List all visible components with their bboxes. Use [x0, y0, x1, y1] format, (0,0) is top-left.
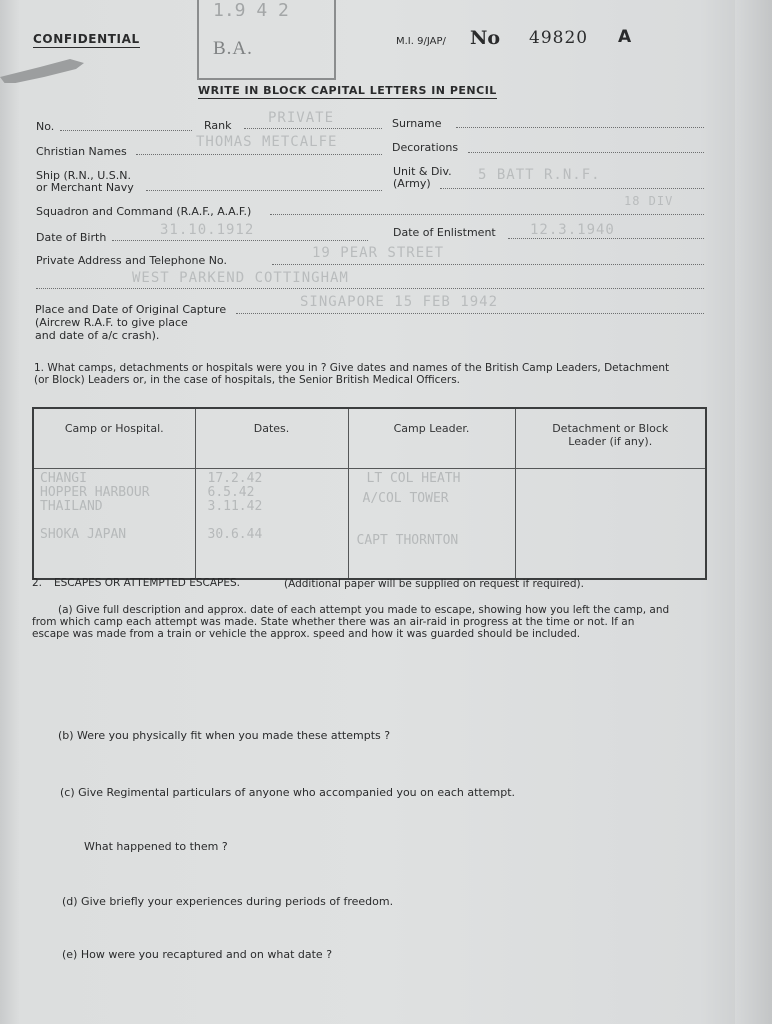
date-line: 30.6.44	[207, 527, 263, 542]
enlistment-handwriting: 12.3.1940	[530, 222, 615, 238]
dates-cell[interactable]	[195, 469, 348, 579]
leader-line	[349, 506, 515, 520]
div-handwriting: 18 DIV	[624, 194, 674, 208]
received-stamp	[197, 0, 336, 80]
decorations-label: Decorations	[392, 141, 459, 154]
serial-suffix: A	[618, 27, 632, 47]
camp-line	[34, 514, 195, 528]
date-line: 3.11.42	[207, 499, 263, 514]
camps-table	[32, 407, 707, 580]
leader-line: LT COL HEATH	[366, 471, 461, 486]
camp-line: SHOKA JAPAN	[40, 527, 127, 542]
christian-names-field[interactable]	[136, 154, 382, 155]
rank-label: Rank	[204, 119, 232, 132]
rank-field[interactable]	[244, 128, 382, 129]
christian-names-label: Christian Names	[36, 145, 127, 158]
squadron-field[interactable]	[270, 214, 704, 215]
dob-field[interactable]	[112, 240, 368, 241]
serial-number: 49820	[529, 28, 589, 48]
question2a-line3: escape was made from a train or vehicle the approx. speed and how it was guarded should be included.	[32, 628, 581, 640]
section2-number: 2.	[32, 577, 43, 589]
unit-handwriting: 5 BATT R.N.F.	[478, 167, 601, 183]
question2a-line1: (a) Give full description and approx. date of each attempt you made to escape, showing how you left the camp, and	[58, 604, 670, 616]
squadron-label: Squadron and Command (R.A.F., A.A.F.)	[36, 205, 252, 218]
page-edge	[735, 0, 772, 1024]
enlistment-field[interactable]	[508, 238, 704, 239]
address-field-1[interactable]	[272, 264, 704, 265]
leader-line	[349, 520, 515, 534]
no-label: No.	[36, 120, 55, 133]
unit-field[interactable]	[440, 188, 704, 189]
instruction-heading: WRITE IN BLOCK CAPITAL LETTERS IN PENCIL	[198, 84, 497, 97]
question2b: (b) Were you physically fit when you made these attempts ?	[58, 729, 391, 742]
leader-cell[interactable]	[348, 469, 515, 579]
question2c-sub: What happened to them ?	[84, 840, 228, 853]
date-line	[196, 514, 348, 528]
capture-label-2: (Aircrew R.A.F. to give place	[35, 316, 188, 329]
ship-label-1: Ship (R.N., U.S.N.	[36, 169, 131, 182]
camp-line: CHANGI	[40, 471, 87, 486]
stamp-ba: B.A.	[213, 38, 253, 59]
leader-line: CAPT THORNTON	[356, 533, 459, 548]
address-field-2[interactable]	[36, 288, 704, 289]
surname-field[interactable]	[456, 127, 704, 128]
date-line: 6.5.42	[207, 485, 255, 500]
section2-note: (Additional paper will be supplied on request if required).	[284, 578, 584, 590]
section2-title: ESCAPES OR ATTEMPTED ESCAPES.	[54, 577, 240, 589]
ship-label-2: or Merchant Navy	[36, 181, 134, 194]
number-label: No	[470, 27, 501, 49]
confidential-label: CONFIDENTIAL	[33, 32, 140, 46]
col-leader-header: Camp Leader.	[348, 408, 515, 469]
address-handwriting-2: WEST PARKEND COTTINGHAM	[132, 270, 349, 286]
christian-names-handwriting: THOMAS METCALFE	[196, 134, 338, 150]
question2c: (c) Give Regimental particulars of anyone who accompanied you on each attempt.	[60, 786, 516, 799]
dob-handwriting: 31.10.1912	[160, 222, 255, 238]
camp-line: HOPPER HARBOUR	[40, 485, 150, 500]
detachment-cell[interactable]	[515, 469, 706, 579]
capture-field[interactable]	[236, 313, 704, 314]
surname-label: Surname	[392, 117, 442, 130]
decorations-field[interactable]	[468, 152, 704, 153]
question1-line1: 1. What camps, detachments or hospitals were you in ? Give dates and names of the British Camp Leaders, Detachment	[34, 362, 670, 374]
question2a-line2: from which camp each attempt was made. State whether there was an air-raid in progress at the time or not. If an	[32, 616, 635, 628]
unit-label-1: Unit & Div.	[393, 165, 452, 178]
no-field[interactable]	[60, 130, 192, 131]
question1-line2: (or Block) Leaders or, in the case of hospitals, the Senior British Medical Officers.	[34, 374, 461, 386]
camp-line: THAILAND	[40, 499, 103, 514]
stamp-date-faint: 1.9 4 2	[213, 0, 289, 16]
unit-label-2: (Army)	[393, 177, 431, 190]
capture-label-1: Place and Date of Original Capture	[35, 303, 227, 316]
date-line: 17.2.42	[207, 471, 263, 486]
col-detachment-header: Detachment or Block Leader (if any).	[515, 408, 706, 469]
torn-corner-mark	[0, 55, 86, 83]
rank-handwriting: PRIVATE	[268, 110, 335, 126]
capture-handwriting: SINGAPORE 15 FEB 1942	[300, 294, 499, 310]
enlistment-label: Date of Enlistment	[393, 226, 496, 239]
ref-label: M.I. 9/JAP/	[396, 36, 446, 47]
camp-cell[interactable]	[33, 469, 195, 579]
address-handwriting-1: 19 PEAR STREET	[312, 245, 445, 261]
ship-field[interactable]	[146, 190, 382, 191]
col-dates-header: Dates.	[195, 408, 348, 469]
question2e: (e) How were you recaptured and on what date ?	[62, 948, 333, 961]
leader-line: A/COL TOWER	[362, 491, 449, 506]
address-label: Private Address and Telephone No.	[36, 254, 227, 267]
dob-label: Date of Birth	[36, 231, 107, 244]
question2d: (d) Give briefly your experiences during periods of freedom.	[62, 895, 394, 908]
col-camp-header: Camp or Hospital.	[33, 408, 195, 469]
capture-label-3: and date of a/c crash).	[35, 329, 160, 342]
